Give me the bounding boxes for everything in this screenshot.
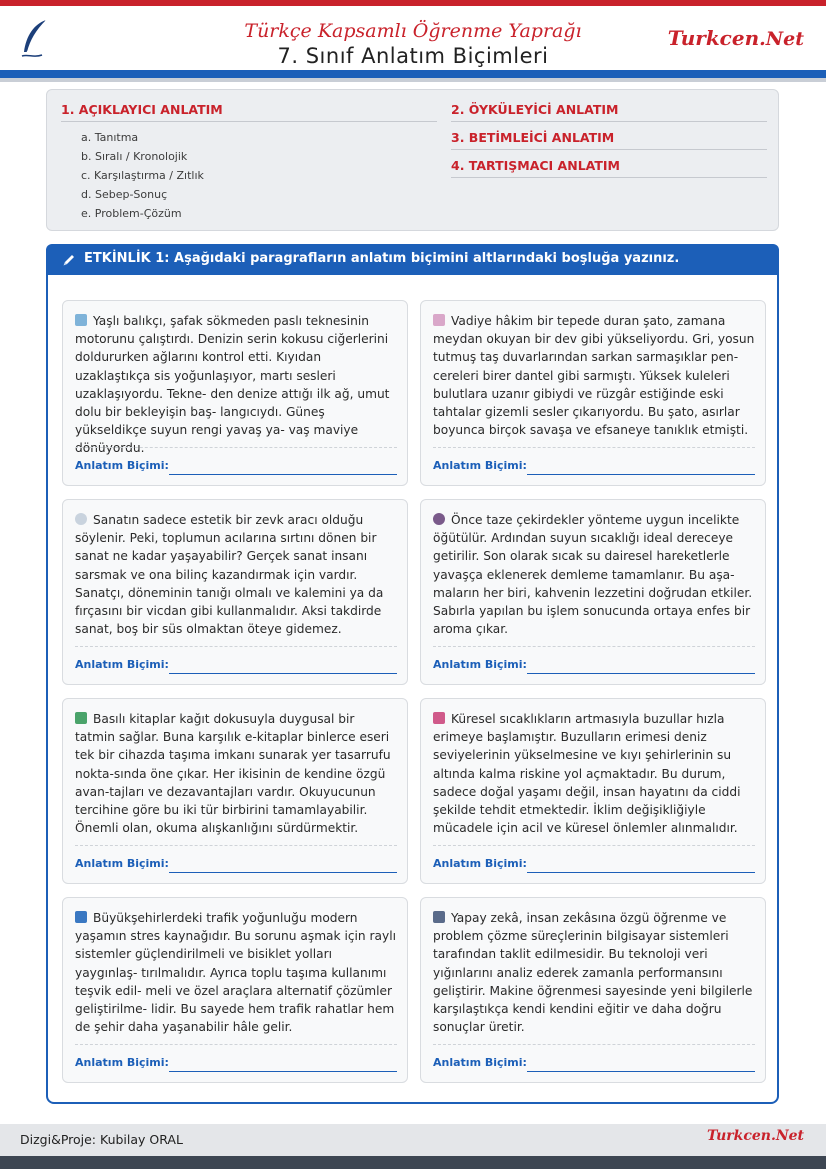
topics-right-column [451, 102, 767, 186]
answer-blank[interactable] [169, 673, 397, 674]
card-divider [75, 1044, 397, 1045]
topic-heading: 3. BETİMLEİCİ ANLATIM [451, 130, 767, 150]
topic-heading: 2. ÖYKÜLEYİCİ ANLATIM [451, 102, 767, 122]
topics-panel [46, 89, 779, 231]
footer-credit: Dizgi&Proje: Kubilay ORAL [20, 1132, 183, 1147]
paragraph-card [420, 698, 766, 884]
header-blue-band [0, 70, 826, 78]
page-title: 7. Sınıf Anlatım Biçimleri [277, 44, 549, 68]
subtopic-item: b. Sıralı / Kronolojik [81, 150, 188, 163]
card-divider [75, 447, 397, 448]
subtopic-item: e. Problem-Çözüm [81, 207, 182, 220]
topic-heading: 1. AÇIKLAYICI ANLATIM [61, 102, 437, 122]
answer-label: Anlatım Biçimi: [433, 857, 527, 870]
card-divider [433, 1044, 755, 1045]
answer-blank[interactable] [527, 872, 755, 873]
topic-heading: 4. TARTIŞMACI ANLATIM [451, 158, 767, 178]
answer-label: Anlatım Biçimi: [75, 459, 169, 472]
thermometer-icon [433, 712, 445, 724]
answer-label: Anlatım Biçimi: [75, 857, 169, 870]
fisherman-icon [75, 314, 87, 326]
paragraph-text: Yaşlı balıkçı, şafak sökmeden paslı teknesinin motorunu çalıştırdı. Denizin serin kokusu ciğerlerini doldururken ağlarını kontrol etti. Kıyıdan uzaklaştıkça sis yoğunlaşıyor, martı sesleri uzaklaşıyordu. Tekne- den denize attığı ilk ağ, umut dolu bir bekleyişin baş- langıcıydı. Güneş yükseldikçe suyun rengi yavaş ya- vaş maviye dönüyordu. [75, 314, 390, 456]
paragraph-card [62, 698, 408, 884]
answer-label: Anlatım Biçimi: [433, 658, 527, 671]
card-divider [433, 447, 755, 448]
computer-icon [433, 911, 445, 923]
answer-blank[interactable] [527, 1071, 755, 1072]
answer-blank[interactable] [527, 673, 755, 674]
paragraph-text: Sanatın sadece estetik bir zevk aracı olduğu söylenir. Peki, toplumun acılarına sırtını dönen bir sanat ne kadar yaşayabilir? Gerçek sanat insanı sarsmak ve ona bilinç kazandırmak için vardır. Sanatçı, döneminin tanığı olmalı ve kalemini ya da fırçasını bir vicdan gibi kullanmalıdır. Aksi takdirde sanat, boş bir süs olmaktan öteye gidemez. [75, 513, 384, 637]
activity-frame [46, 275, 779, 1104]
subtopic-item: a. Tanıtma [81, 131, 139, 144]
footer-bottom-bar [0, 1156, 826, 1169]
card-divider [433, 845, 755, 846]
paragraph-text: Önce taze çekirdekler yönteme uygun incelikte öğütülür. Ardından suyun sıcaklığı ideal dereceye getirilir. Son olarak sıcak su dairesel hareketlerle yavaşça eklenerek demleme tamamlanır. Bu aşa- maların her biri, kahvenin lezzetini doğrudan etkiler. Sabırla yapılan bu işlem sonucunda ortaya enfes bir aroma çıkar. [433, 513, 753, 637]
answer-blank[interactable] [527, 474, 755, 475]
paragraph-card [62, 300, 408, 486]
answer-blank[interactable] [169, 872, 397, 873]
page-subtitle: Türkçe Kapsamlı Öğrenme Yaprağı [244, 20, 582, 42]
answer-label: Anlatım Biçimi: [75, 658, 169, 671]
books-icon [75, 712, 87, 724]
city-traffic-icon [75, 911, 87, 923]
header-gray-band [0, 78, 826, 82]
paragraph-text: Büyükşehirlerdeki trafik yoğunluğu modern yaşamın stres kaynağıdır. Bu sorunu aşmak için raylı sistemler güçlendirilmeli ve bisiklet yolları yaygınlaş- tırılmalıdır. Ayrıca toplu taşıma kullanımı teşvik edil- meli ve özel araçlara alternatif çözümler geliştirilme- lidir. Bu sayede hem trafik rahatlar hem de şehir daha yaşanabilir hâle gelir. [75, 911, 396, 1035]
pencil-icon [62, 253, 76, 267]
answer-label: Anlatım Biçimi: [75, 1056, 169, 1069]
card-divider [75, 646, 397, 647]
paragraph-card [62, 897, 408, 1083]
card-divider [433, 646, 755, 647]
card-divider [75, 845, 397, 846]
brand-logo: Turkcen.Net [667, 26, 804, 50]
footer-brand-logo: Turkcen.Net [706, 1128, 804, 1144]
topics-left-column [61, 102, 437, 223]
activity-title: ETKİNLİK 1: Aşağıdaki paragrafların anlatım biçimini altlarındaki boşluğa yazınız. [84, 251, 680, 266]
answer-blank[interactable] [169, 474, 397, 475]
answer-label: Anlatım Biçimi: [433, 1056, 527, 1069]
activity-header [46, 244, 779, 275]
answer-label: Anlatım Biçimi: [433, 459, 527, 472]
paragraph-card [420, 897, 766, 1083]
castle-icon [433, 314, 445, 326]
paragraph-text: Vadiye hâkim bir tepede duran şato, zamana meydan okuyan bir dev gibi yükseliyordu. Gri, yosun tutmuş taş duvarlarından sarkan sarmaşıklar pen- cereleri birer dantel gibi sarmıştı. Yüksek kuleleri bulutlara uzanır gibiydi ve rüzgâr estiğinde eski tahtalar gizemli sesler çıkarıyordu. Bu şato, asırlar boyunca birçok savaşa ve efsaneye tanıklık etmişti. [433, 314, 755, 438]
page-header [0, 6, 826, 70]
paragraph-card [420, 300, 766, 486]
subtopic-item: c. Karşılaştırma / Zıtlık [81, 169, 204, 182]
paragraph-text: Basılı kitaplar kağıt dokusuyla duygusal bir tatmin sağlar. Buna karşılık e-kitaplar binlerce eseri tek bir cihazda taşıma imkanı sunarak yer tasarrufu nokta-sında öne çıkar. Her ikisinin de kendine özgü avan-tajları ve dezavantajları vardır. Okuyucunun tercihine göre bu iki tür birbirini tamamlayabilir. Önemli olan, okuma alışkanlığını sürdürmektir. [75, 712, 391, 836]
coffee-bean-icon [433, 513, 445, 525]
paragraph-card [420, 499, 766, 685]
paragraph-text: Yapay zekâ, insan zekâsına özgü öğrenme ve problem çözme süreçlerinin bilgisayar sistemleri tarafından taklit edilmesidir. Bu teknoloji veri yığınlarını analiz ederek zamanla performansını geliştirir. Makine öğrenmesi sayesinde yeni bilgilerle karşılaştıkça kendi kendini eğitir ve daha doğru sonuçlar üretir. [433, 911, 753, 1035]
subtopic-item: d. Sebep-Sonuç [81, 188, 168, 201]
paragraph-card [62, 499, 408, 685]
paragraph-text: Küresel sıcaklıkların artmasıyla buzullar hızla erimeye başlamıştır. Buzulların erimesi deniz seviyelerinin yükselmesine ve kıyı şehirlerinin su altında kalma riskine yol açmaktadır. Bu durum, sadece doğal yaşamı değil, insan hayatını da ciddi şekilde tehdit etmektedir. İklim değişikliğiyle mücadele için acil ve küresel önlemler alınmalıdır. [433, 712, 741, 836]
answer-blank[interactable] [169, 1071, 397, 1072]
speech-bubble-icon [75, 513, 87, 525]
